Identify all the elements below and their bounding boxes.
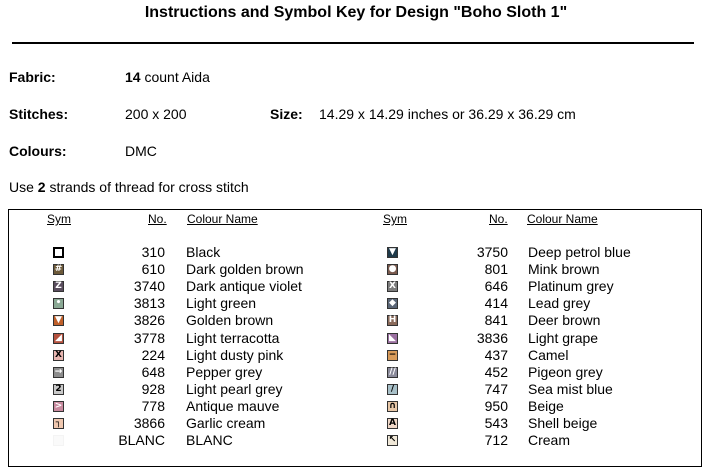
dmc-number: 646 bbox=[484, 278, 508, 295]
a-letter-symbol-icon: A bbox=[387, 418, 398, 429]
left-header-sym: Sym bbox=[47, 212, 71, 226]
key-row-right bbox=[0, 364, 712, 381]
left-header-name: Colour Name bbox=[187, 212, 258, 226]
slash-symbol-icon: / bbox=[387, 384, 398, 395]
colour-name: Light terracotta bbox=[186, 329, 280, 346]
fabric-value bbox=[125, 69, 210, 85]
dmc-number: 801 bbox=[484, 261, 508, 278]
arrow-upleft-symbol-icon: ↖ bbox=[388, 435, 397, 446]
dmc-number: 747 bbox=[484, 380, 508, 397]
colour-name: Cream bbox=[528, 432, 571, 449]
dmc-number: 310 bbox=[141, 244, 165, 260]
greater-than-symbol-icon: > bbox=[54, 400, 63, 411]
key-row-right bbox=[0, 261, 712, 278]
right-header-name: Colour Name bbox=[527, 212, 598, 226]
dmc-number: 3778 bbox=[133, 329, 165, 346]
dash-symbol-icon: − bbox=[388, 349, 397, 360]
colour-name: Sea mist blue bbox=[528, 380, 613, 397]
colour-name: Pigeon grey bbox=[528, 363, 603, 380]
strands-pre: Use bbox=[9, 179, 38, 195]
key-row-right bbox=[0, 398, 712, 415]
fabric-type: count Aida bbox=[140, 69, 210, 85]
two-symbol-icon: 2 bbox=[53, 384, 64, 395]
page-title: Instructions and Symbol Key for Design "Boho Sloth 1" bbox=[144, 4, 568, 21]
triangle-down-symbol-icon: ▼ bbox=[387, 247, 398, 258]
colour-name: BLANC bbox=[186, 432, 233, 449]
dmc-number: 3750 bbox=[476, 244, 508, 260]
colour-name: Dark antique violet bbox=[186, 278, 302, 295]
colour-name: Platinum grey bbox=[528, 278, 614, 295]
colour-name: Antique mauve bbox=[186, 397, 280, 414]
colour-name: Beige bbox=[528, 397, 564, 414]
diamond-symbol-icon: ◆ bbox=[387, 298, 398, 309]
triangle-down-symbol-icon: ▼ bbox=[53, 315, 64, 326]
corner-symbol-icon: ┐ bbox=[53, 418, 64, 429]
colour-name: Deep petrol blue bbox=[528, 244, 631, 260]
arrow-right-symbol-icon: → bbox=[54, 366, 63, 377]
stitches-value: 200 x 200 bbox=[125, 106, 187, 122]
strands-instruction bbox=[9, 179, 249, 195]
circle-symbol-icon: ● bbox=[388, 264, 397, 275]
size-label: Size: bbox=[270, 106, 303, 122]
triangle-corner-symbol-icon: ◣ bbox=[387, 333, 398, 344]
colour-name: Light pearl grey bbox=[186, 380, 283, 397]
dmc-number: 928 bbox=[141, 380, 165, 397]
key-row-right bbox=[0, 415, 712, 432]
left-header-no: No. bbox=[148, 212, 167, 226]
right-header-no: No. bbox=[489, 212, 508, 226]
dmc-number: 3813 bbox=[133, 295, 165, 312]
dmc-number: 3740 bbox=[133, 278, 165, 295]
triangle-corner-symbol-icon: ◢ bbox=[53, 333, 64, 344]
key-row-right bbox=[0, 381, 712, 398]
dmc-number: 610 bbox=[141, 261, 165, 278]
key-row-right bbox=[0, 347, 712, 364]
h-letter-symbol-icon: H bbox=[388, 315, 397, 326]
dmc-number: 712 bbox=[484, 432, 508, 449]
z-letter-symbol-icon: Z bbox=[53, 281, 64, 292]
key-row-right bbox=[0, 432, 712, 449]
dmc-number: 3826 bbox=[133, 312, 165, 329]
colour-name: Light green bbox=[186, 295, 257, 312]
dot-symbol-icon: • bbox=[53, 298, 64, 309]
dmc-number: 224 bbox=[141, 346, 165, 363]
colour-name: Camel bbox=[528, 346, 569, 363]
colour-name: Golden brown bbox=[186, 312, 274, 329]
size-value: 14.29 x 14.29 inches or 36.29 x 36.29 cm bbox=[319, 106, 576, 122]
key-row-right bbox=[0, 244, 712, 261]
title-rule bbox=[12, 42, 694, 44]
dmc-number: 841 bbox=[484, 312, 508, 329]
key-row-right bbox=[0, 295, 712, 312]
x-letter-symbol-icon: X bbox=[387, 281, 398, 292]
colour-name: Pepper grey bbox=[186, 363, 263, 380]
dmc-number: 452 bbox=[484, 363, 508, 380]
key-row-right bbox=[0, 278, 712, 295]
key-row-right bbox=[0, 312, 712, 329]
dmc-number: 437 bbox=[484, 346, 508, 363]
dmc-number: 778 bbox=[141, 397, 165, 414]
colour-name: Lead grey bbox=[528, 295, 591, 312]
dmc-number: BLANC bbox=[118, 432, 165, 449]
dmc-number: 3866 bbox=[133, 415, 165, 431]
colour-name: Deer brown bbox=[528, 312, 601, 329]
colours-value: DMC bbox=[125, 143, 157, 159]
dmc-number: 648 bbox=[141, 363, 165, 380]
colour-name: Garlic cream bbox=[186, 415, 266, 431]
fabric-label: Fabric: bbox=[9, 69, 56, 85]
colour-name: Light dusty pink bbox=[186, 346, 284, 363]
colour-name: Shell beige bbox=[528, 415, 598, 431]
colours-label: Colours: bbox=[9, 143, 67, 159]
colour-name: Dark golden brown bbox=[186, 261, 304, 278]
strands-post: strands of thread for cross stitch bbox=[45, 179, 249, 195]
key-row-right bbox=[0, 330, 712, 347]
right-header-sym: Sym bbox=[383, 212, 407, 226]
colour-name: Black bbox=[186, 244, 221, 260]
colour-name: Light grape bbox=[528, 329, 599, 346]
dmc-number: 950 bbox=[484, 397, 508, 414]
hourglass-symbol-icon: X bbox=[53, 350, 64, 361]
colour-name: Mink brown bbox=[528, 261, 600, 278]
strands-count: 2 bbox=[37, 179, 46, 195]
hash-symbol-icon: # bbox=[54, 264, 63, 275]
dmc-number: 543 bbox=[484, 415, 508, 431]
slashes-symbol-icon: // bbox=[387, 367, 398, 378]
arch-symbol-icon: ∩ bbox=[388, 400, 397, 411]
fabric-count: 14 bbox=[125, 69, 141, 85]
dmc-number: 414 bbox=[484, 295, 508, 312]
dmc-number: 3836 bbox=[476, 329, 508, 346]
stitches-label: Stitches: bbox=[9, 106, 69, 122]
